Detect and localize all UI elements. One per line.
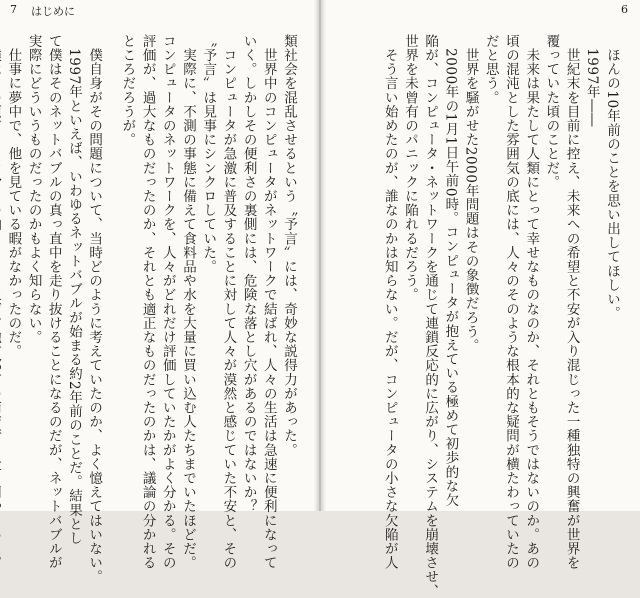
right-line-12: そう言い始めたのが、誰なのかは知らない。だが、コンピュータの小さな欠陥が人 [381, 34, 398, 570]
book-gutter [314, 0, 326, 511]
left-page-body [0, 34, 299, 584]
right-line-4: 覆っていた頃のことだ。 [543, 34, 560, 190]
right-line-1: ほんの10年前のことを思い出してほしい。 [604, 34, 620, 321]
left-page [0, 0, 319, 584]
running-head: はじめに [31, 5, 75, 18]
left-line-14: 実際にどういうものだったのかもよく知らない。 [25, 34, 42, 345]
right-line-3: 世紀末を目前に控え、未来への希望と不安が入り混じった一種独特の興奮が世界を [563, 34, 580, 570]
right-line-11: 世界を未曾有のパニックに陥れるだろう。 [401, 34, 418, 302]
right-line-8: 世界を騒がせた2000年問題はその象徴だろう。 [462, 34, 479, 353]
right-line-7: だと思う。 [482, 34, 499, 105]
left-line-7: コンピュータのネットワークを、人々がどれだけ評価していたかがよく分かる。その [159, 34, 176, 570]
left-line-4: コンピュータが急激に普及することに対して人々が漠然と感じていた不安と、その [220, 34, 237, 570]
left-line-16 [0, 34, 3, 504]
right-line-2: 1997年―― [583, 34, 600, 128]
left-line-5: 〝予言〟は見事にシンクロしていた。 [200, 34, 217, 274]
left-line-15: 仕事に夢中で、他を見ている暇がなかったのだ。 [5, 34, 22, 359]
left-line-13: て僕はそのネットバブルの真っ直中を走り抜けることになるのだが、ネットバブルが [45, 34, 62, 570]
left-page-number: 7 [10, 3, 17, 16]
right-line-6: 頃の混沌とした雰囲気の底には、人々のそのような根本的な疑問が横たわっていたの [502, 34, 519, 570]
left-line-11: 僕自身がその問題について、当時どのように考えていたのか、よく憶えてはいない。 [86, 34, 103, 584]
right-page-body [380, 34, 622, 598]
right-page-header [621, 3, 628, 16]
left-line-2: 世界中のコンピュータがネットワークで結ばれ、人々の生活は急速に便利になって [260, 34, 277, 570]
section-break [104, 34, 117, 504]
right-line-10: 陥が、コンピュータ・ネットワークを通じて連鎖反応的に広がり、システムを崩壊させ、 [422, 34, 439, 598]
left-line-3: いく。しかしその便利さの裏側には、危険な落とし穴があるのではないか？ [240, 34, 257, 514]
left-line-9: ところだろうが。 [119, 34, 136, 147]
right-line-9: 2000年の1月1日午前0時。コンピュータが抱えている極めて初歩的な欠 [442, 34, 459, 508]
left-page-header [10, 3, 75, 19]
left-line-12: 1997年といえば、いわゆるネットバブルが始まる約2年前のことだ。結果とし [65, 34, 82, 546]
left-line-1: 類社会を混乱させるという〝予言〟には、奇妙な説得力があった。 [281, 34, 297, 457]
right-page [321, 0, 640, 598]
right-line-5: 未来は果たして人類にとって幸せなものなのか、それともそうではないのか。あの [523, 34, 540, 570]
left-line-6: 実際に、不測の事態に備えて食料品や水を大量に買い込む人たちまでいたほどだ。 [179, 34, 196, 570]
left-line-8: 評価が、過大なものだったのか、それとも適正なものだったのかは、議論の分かれる [139, 34, 156, 570]
right-page-number: 6 [621, 3, 628, 16]
